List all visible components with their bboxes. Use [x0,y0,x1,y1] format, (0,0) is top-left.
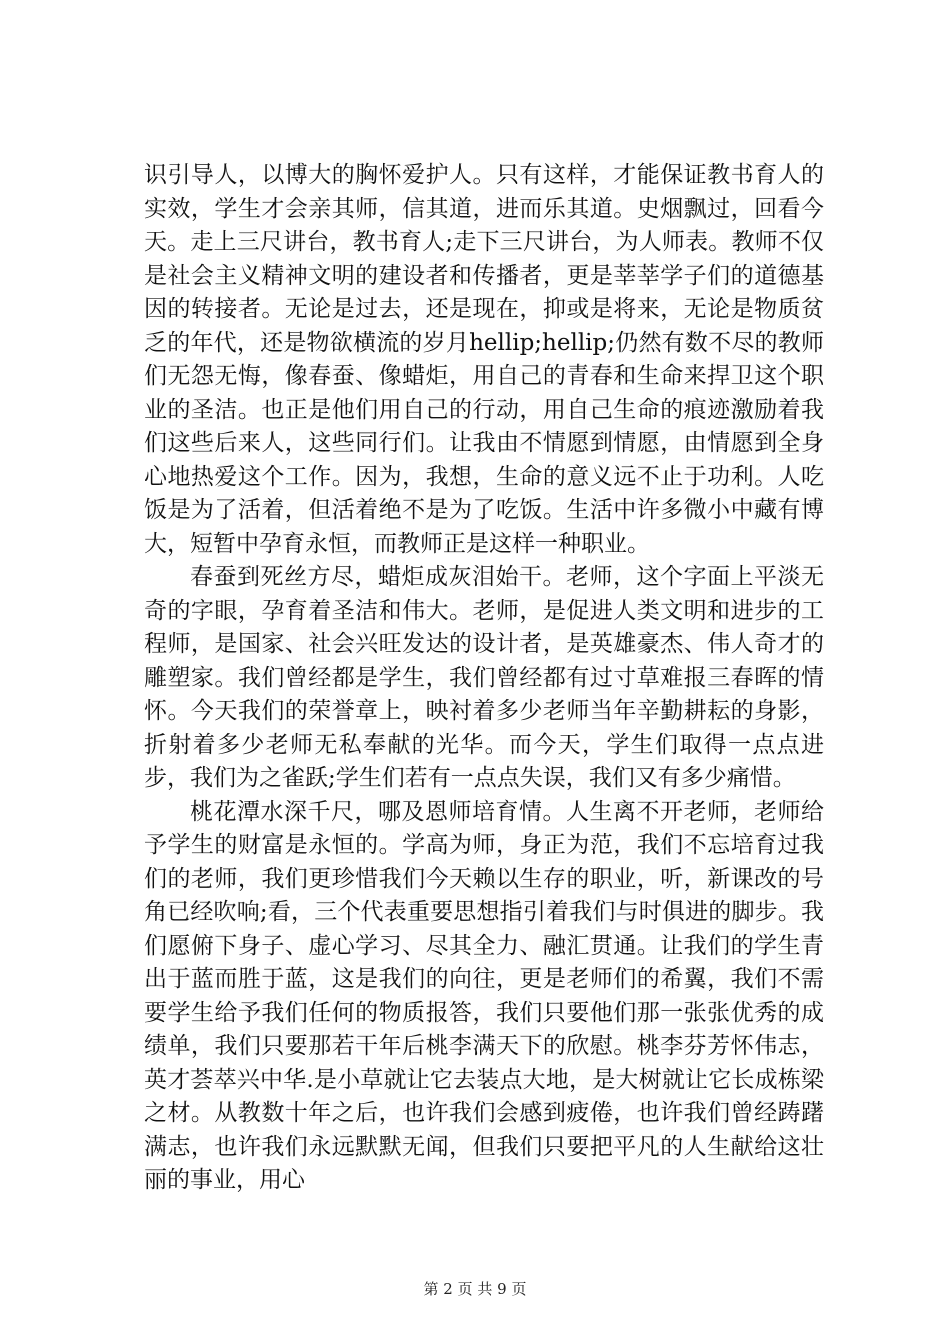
paragraph-3: 桃花潭水深千尺，哪及恩师培育情。人生离不开老师，老师给予学生的财富是永恒的。学高为师，身正为范，我们不忘培育过我们的老师，我们更珍惜我们今天赖以生存的职业，听，新课改的号角已经吹响;看，三个代表重要思想指引着我们与时俱进的脚步。我们愿俯下身子、虚心学习、尽其全力、融汇贯通。让我们的学生青出于蓝而胜于蓝，这是我们的向往，更是老师们的希翼，我们不需要学生给予我们任何的物质报答，我们只要他们那一张张优秀的成绩单，我们只要那若干年后桃李满天下的欣慰。桃李芬芳怀伟志，英才荟萃兴中华.是小草就让它去装点大地，是大树就让它长成栋梁之材。从教数十年之后，也许我们会感到疲倦，也许我们曾经踌躇满志，也许我们永远默默无闻，但我们只要把平凡的人生献给这壮丽的事业，用心 [144,798,824,1193]
paragraph-2: 春蚕到死丝方尽，蜡炬成灰泪始干。老师，这个字面上平淡无奇的字眼，孕育着圣洁和伟大。老师，是促进人类文明和进步的工程师，是国家、社会兴旺发达的设计者，是英雄豪杰、伟人奇才的雕塑家。我们曾经都是学生，我们曾经都有过寸草难报三春晖的情怀。今天我们的荣誉章上，映衬着多少老师当年辛勤耕耘的身影，折射着多少老师无私奉献的光华。而今天，学生们取得一点点进步，我们为之雀跃;学生们若有一点点失误，我们又有多少痛惜。 [144,564,824,791]
paragraph-1: 识引导人，以博大的胸怀爱护人。只有这样，才能保证教书育人的实效，学生才会亲其师，信其道，进而乐其道。史烟飘过，回看今天。走上三尺讲台，教书育人;走下三尺讲台，为人师表。教师不仅是社会主义精神文明的建设者和传播者，更是莘莘学子们的道德基因的转接者。无论是过去，还是现在，抑或是将来，无论是物质贫乏的年代，还是物欲横流的岁月hellip;hellip;仍然有数不尽的教师们无怨无悔，像春蚕、像蜡炬，用自己的青春和生命来捍卫这个职业的圣洁。也正是他们用自己的行动，用自己生命的痕迹激励着我们这些后来人，这些同行们。让我由不情愿到情愿，由情愿到全身心地热爱这个工作。因为，我想，生命的意义远不止于功利。人吃饭是为了活着，但活着绝不是为了吃饭。生活中许多微小中藏有博大，短暂中孕育永恒，而教师正是这样一种职业。 [144,162,824,557]
document-body [144,159,824,1198]
page-footer: 第 2 页 共 9 页 [423,1280,527,1298]
